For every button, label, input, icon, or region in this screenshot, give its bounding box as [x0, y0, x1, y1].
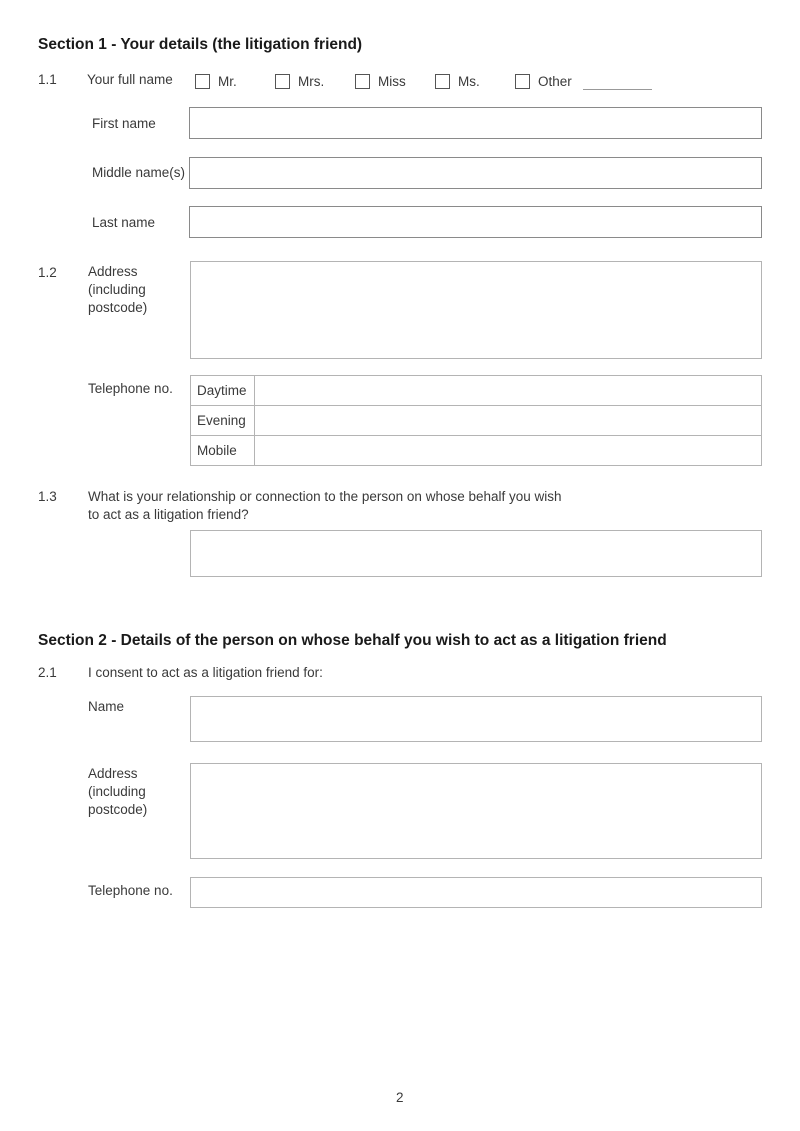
- other-title-input[interactable]: [583, 89, 652, 90]
- title-checkbox-ms[interactable]: [435, 74, 450, 89]
- address-label-line: postcode): [88, 300, 148, 315]
- table-row: [191, 406, 762, 436]
- person-telephone-input[interactable]: [190, 877, 762, 908]
- relationship-question-line1: What is your relationship or connection to the person on whose behalf you wish: [88, 489, 562, 504]
- question-number: 1.1: [38, 72, 57, 87]
- first-name-label: First name: [92, 116, 156, 131]
- person-name-label: Name: [88, 699, 125, 714]
- title-checkbox-mr[interactable]: [195, 74, 210, 89]
- title-label-miss: Miss: [378, 74, 406, 89]
- phone-label-daytime: Daytime: [191, 376, 255, 406]
- phone-label-mobile: Mobile: [191, 436, 255, 466]
- person-name-input[interactable]: [190, 696, 762, 742]
- address-label: [88, 263, 147, 317]
- table-row: [191, 436, 762, 466]
- title-label-mrs: Mrs.: [298, 74, 325, 89]
- question-number: 2.1: [38, 665, 57, 680]
- middle-name-label: Middle name(s): [92, 165, 186, 180]
- address-label-line: Address: [88, 766, 138, 781]
- title-checkbox-mrs[interactable]: [275, 74, 290, 89]
- table-row: [191, 376, 762, 406]
- address-label-line: (including: [88, 784, 146, 799]
- phone-input-mobile[interactable]: [255, 436, 762, 466]
- phone-label-evening: Evening: [191, 406, 255, 436]
- person-address-input[interactable]: [190, 763, 762, 859]
- phone-input-evening[interactable]: [255, 406, 762, 436]
- telephone-label: Telephone no.: [88, 381, 173, 396]
- title-checkbox-other[interactable]: [515, 74, 530, 89]
- address-label-line: (including: [88, 282, 146, 297]
- page-number: 2: [396, 1090, 404, 1105]
- question-number: 1.3: [38, 489, 57, 504]
- person-address-label: [88, 765, 147, 819]
- full-name-label: Your full name: [87, 72, 173, 87]
- section-2-heading: Section 2 - Details of the person on whose behalf you wish to act as a litigation friend: [38, 632, 667, 649]
- relationship-input[interactable]: [190, 530, 762, 577]
- last-name-input[interactable]: [189, 206, 762, 238]
- phone-input-daytime[interactable]: [255, 376, 762, 406]
- person-telephone-label: Telephone no.: [88, 883, 173, 898]
- section-1-heading: Section 1 - Your details (the litigation friend): [38, 36, 363, 53]
- title-checkbox-miss[interactable]: [355, 74, 370, 89]
- question-number: 1.2: [38, 265, 57, 280]
- last-name-label: Last name: [92, 215, 156, 230]
- title-label-mr: Mr.: [218, 74, 237, 89]
- title-label-other: Other: [538, 74, 572, 89]
- middle-name-input[interactable]: [189, 157, 762, 189]
- address-label-line: Address: [88, 264, 138, 279]
- consent-text: I consent to act as a litigation friend for:: [88, 665, 323, 680]
- relationship-question-line2: to act as a litigation friend?: [88, 507, 249, 522]
- title-label-ms: Ms.: [458, 74, 480, 89]
- telephone-table: [190, 375, 762, 466]
- address-input[interactable]: [190, 261, 762, 359]
- address-label-line: postcode): [88, 802, 148, 817]
- first-name-input[interactable]: [189, 107, 762, 139]
